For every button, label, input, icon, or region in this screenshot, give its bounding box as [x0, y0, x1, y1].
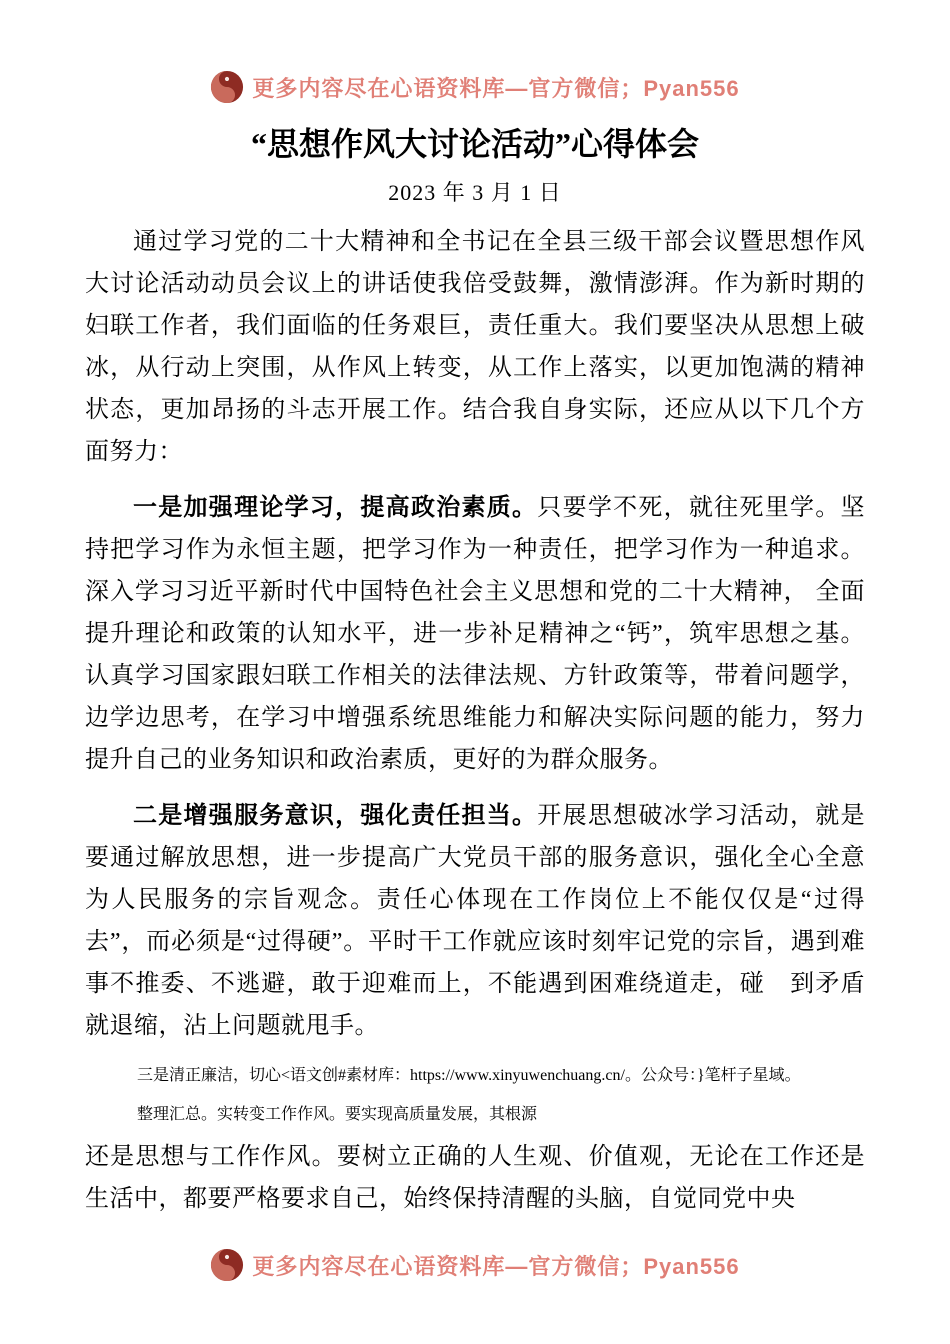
point-1-heading: 一是加强理论学习，提高政治素质。 — [133, 493, 538, 521]
paragraph-continuation: 还是思想与工作作风。要树立正确的人生观、价值观，无论在工作还是生活中，都要严格要求自己，始终保持清醒的头脑，自觉同党中央 — [85, 1143, 865, 1212]
point-1-text: 只要学不死，就往死里学。坚持把学习作为永恒主题，把学习作为一种责任，把学习作为一种追求。深入学习习近平新时代中国特色社会主义思想和党的二十大精神， 全面提升理论和政策的认知水平，进一步补足精神之“钙”，筑牢思想之基。认真学习国家跟妇联工作相关的法律法规、方针政策等，带着问题学，边学边思考，在学习中增强系统思维能力和解决实际问题的能力，努力提升自己的业务知识和政治素质，更好的为群众服务。 — [85, 494, 866, 773]
brand-swirl-logo-icon — [210, 70, 244, 104]
watermark-footer — [0, 1248, 950, 1282]
watermark-text: 更多内容尽在心语资料库—官方微信；Pyan556 — [252, 75, 740, 101]
point-2-text: 开展思想破冰学习活动，就是要通过解放思想，进一步提高广大党员干部的服务意识，强化全心全意为人民服务的宗旨观念。责任心体现在工作岗位上不能仅仅是“过得去”，而必须是“过得硬”。平时干工作就应该时刻牢记党的宗旨，遇到难事不推委、不逃避，敢于迎难而上，不能遇到困难绕道走，碰 到矛盾就退缩，沾上问题就甩手。 — [85, 802, 866, 1039]
brand-swirl-logo-icon — [210, 1248, 244, 1282]
paragraph-intro: 通过学习党的二十大精神和全书记在全县三级干部会议暨思想作风大讨论活动动员会议上的讲话使我倍受鼓舞，激情澎湃。作为新时期的妇联工作者，我们面临的任务艰巨，责任重大。我们要坚决从思想上破冰，从行动上突围，从作风上转变，从工作上落实，以更加饱满的精神状态，更加昂扬的斗志开展工作。结合我自身实际，还应从以下几个方面努力： — [85, 228, 865, 465]
document-title: “思想作风大讨论活动”心得体会 — [250, 126, 699, 162]
source-note-line-2: 整理汇总。实转变工作作风。要实现高质量发展，其根源 — [137, 1106, 538, 1124]
document-date: 2023 年 3 月 1 日 — [388, 179, 562, 205]
paragraph-point-1 — [85, 487, 865, 781]
point-2-heading: 二是增强服务意识，强化责任担当。 — [133, 801, 538, 829]
watermark-text: 更多内容尽在心语资料库—官方微信；Pyan556 — [252, 1253, 740, 1279]
paragraph-point-2 — [85, 795, 865, 1047]
document-body — [0, 221, 950, 1220]
watermark-header — [0, 0, 950, 104]
source-note-line-1: 三是清正廉洁，切心<语文创#素材库：https://www.xinyuwenchuang.cn/。公众号：}笔杆子星域。 — [137, 1066, 801, 1084]
